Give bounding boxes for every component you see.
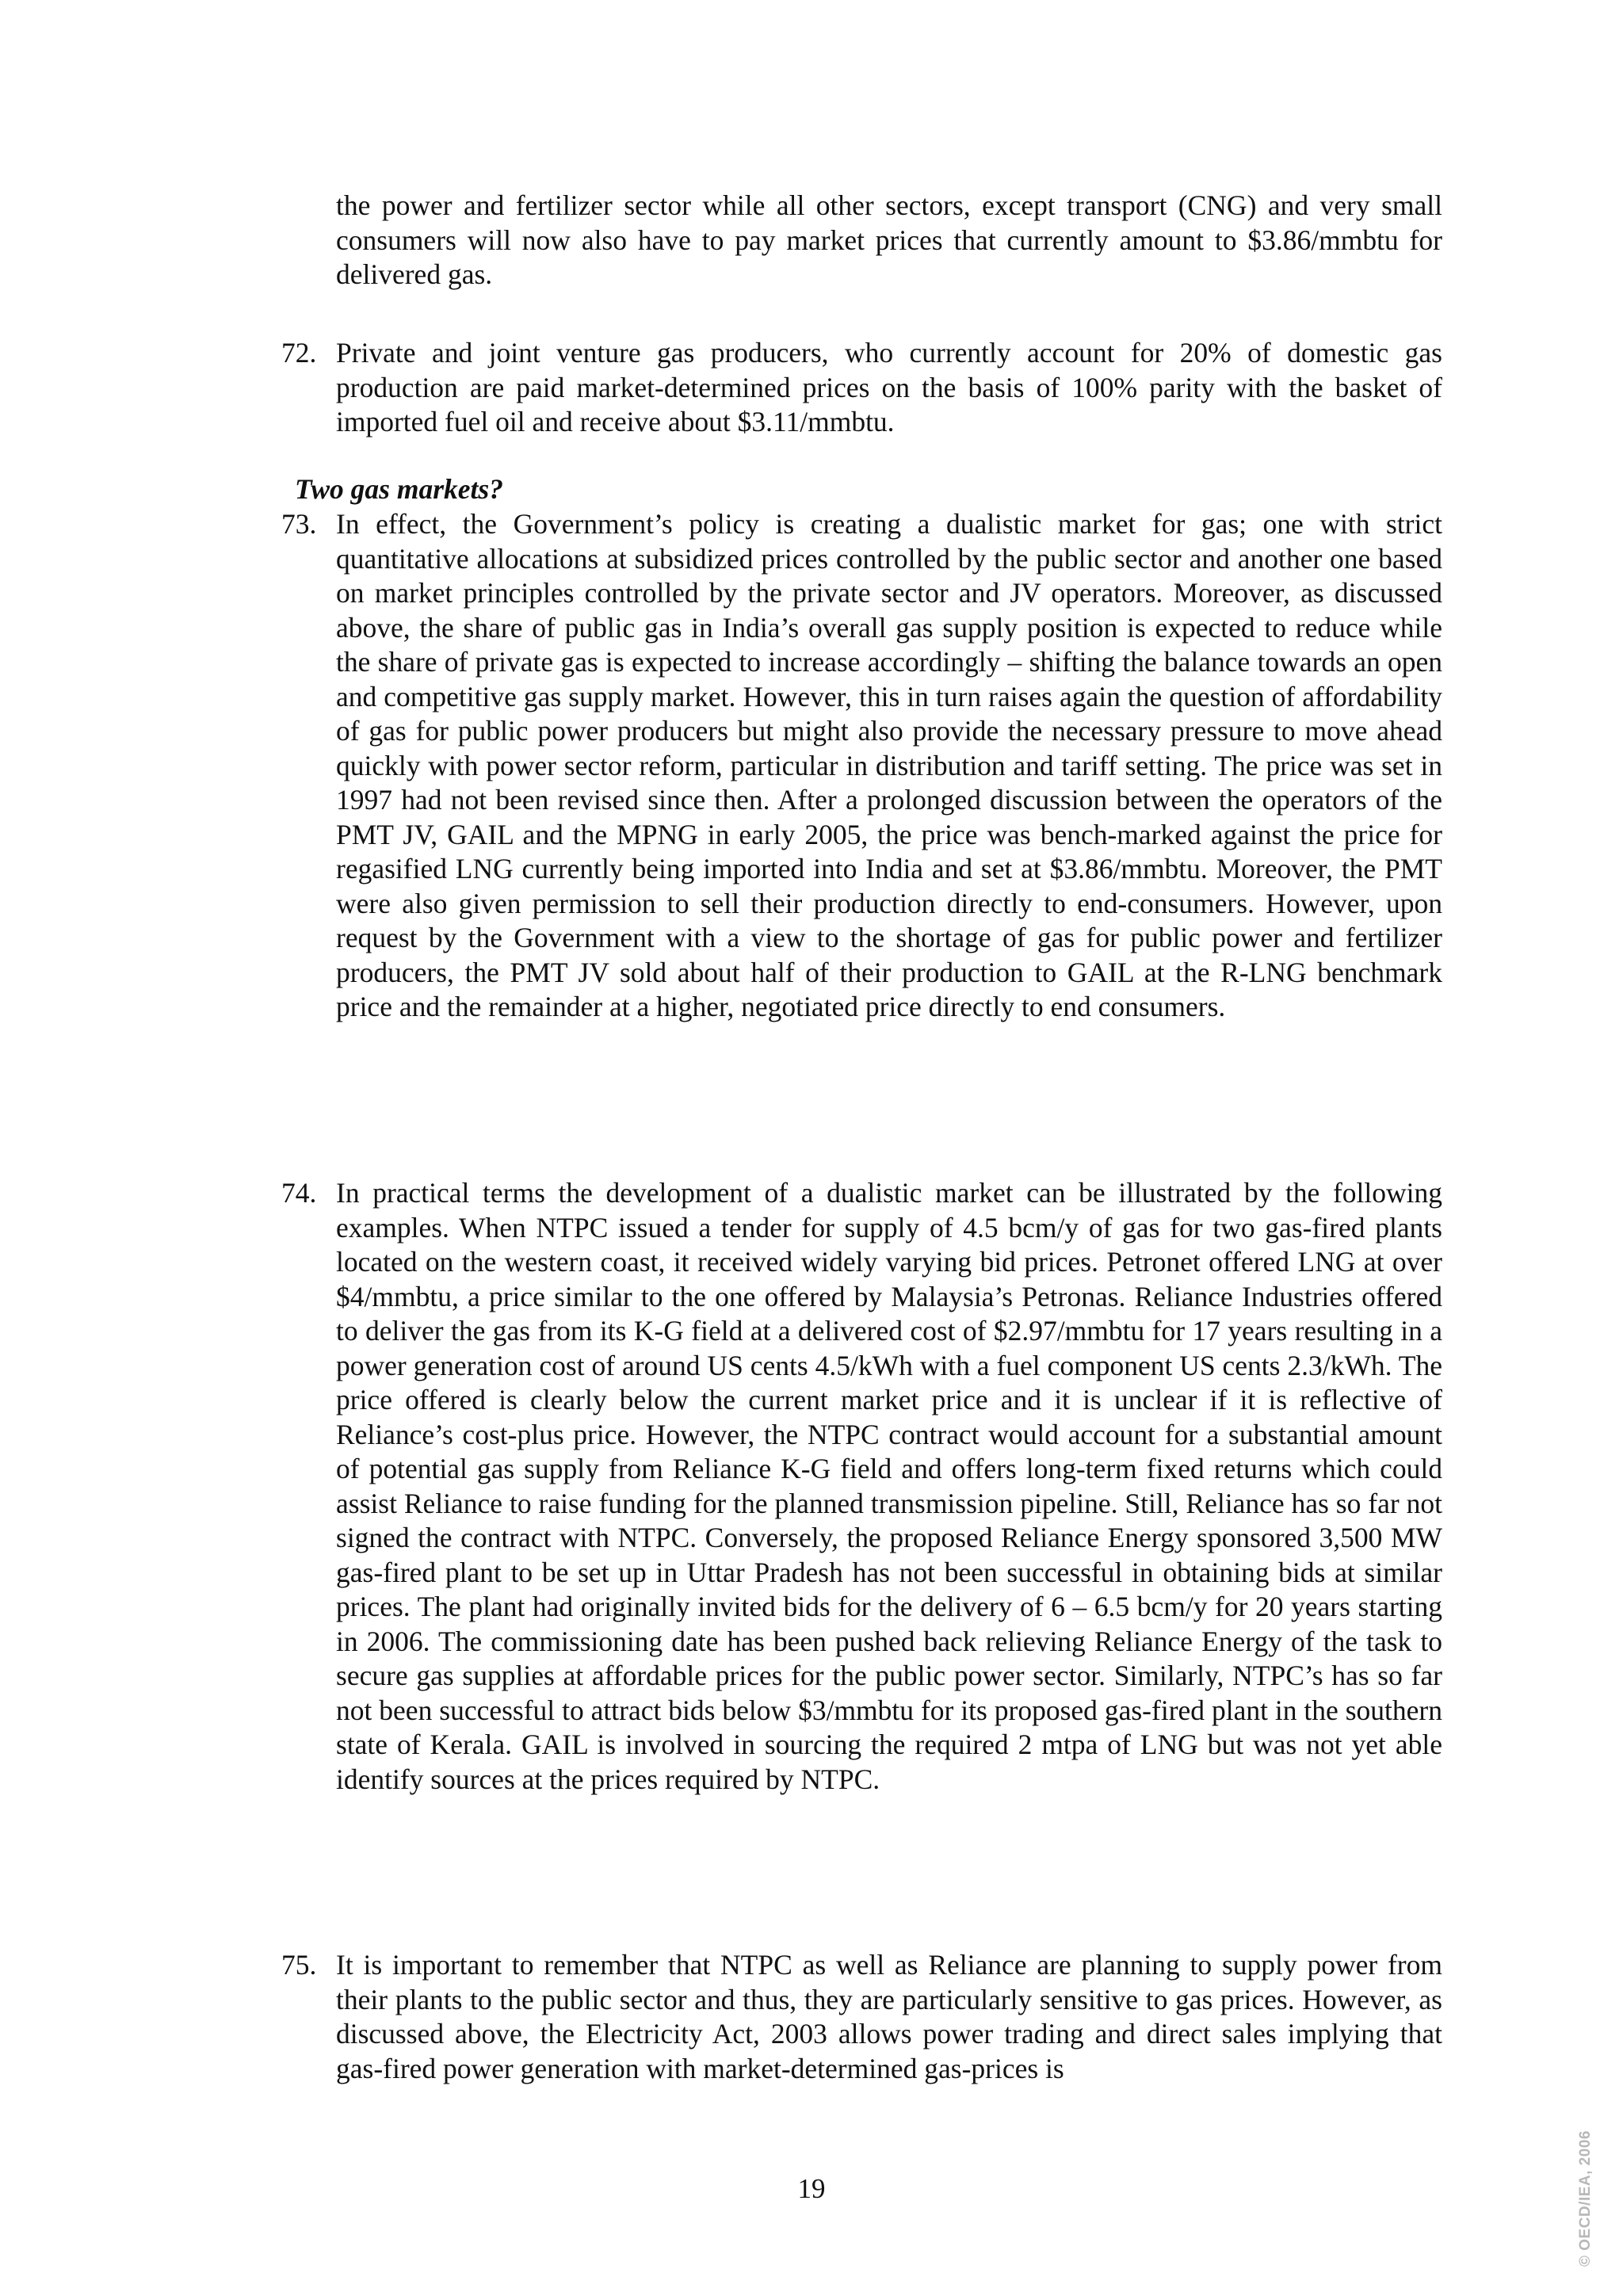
paragraph-text: Private and joint venture gas producers, who currently account for 20% of domestic gas production are paid market-determined prices on the basis of 100% parity with the basket of imported fuel oil and receive about $3.11/mmbtu. [336, 337, 1442, 437]
paragraph-72 [281, 336, 1442, 440]
paragraph-number: 72. [281, 337, 317, 369]
continuation-paragraph: the power and fertilizer sector while all other sectors, except transport (CNG) and very small consumers will now also have to pay market prices that currently amount to $3.86/mmbtu for delivered gas. [336, 189, 1442, 290]
paragraph-number: 75. [281, 1949, 317, 1981]
paragraph-number: 73. [281, 508, 317, 540]
paragraph-number: 74. [281, 1177, 317, 1209]
paragraph-text: In effect, the Government’s policy is creating a dualistic market for gas; one with strict quantitative allocations at subsidized prices controlled by the public sector and another one based on market principles controlled by the private sector and JV operators. Moreover, as discussed above, the share of public gas in India’s overall gas supply position is expected to reduce while the share of private gas is expected to increase accordingly – shifting the balance towards an open and competitive gas supply market. However, this in turn raises again the question of affordability of gas for public power producers but might also provide the necessary pressure to move ahead quickly with power sector reform, particular in distribution and tariff setting. The price was set in 1997 had not been revised since then. After a prolonged discussion between the operators of the PMT JV, GAIL and the MPNG in early 2005, the price was bench-marked against the price for regasified LNG currently being imported into India and set at $3.86/mmbtu. Moreover, the PMT were also given permission to sell their production directly to end-consumers. However, upon request by the Government with a view to the shortage of gas for public power and fertilizer producers, the PMT JV sold about half of their production to GAIL at the R-LNG benchmark price and the remainder at a higher, negotiated price directly to end consumers. [336, 508, 1442, 1022]
paragraph-75 [281, 1948, 1442, 2086]
paragraph-text: It is important to remember that NTPC as well as Reliance are planning to supply power from their plants to the public sector and thus, they are particularly sensitive to gas prices. However, as discussed above, the Electricity Act, 2003 allows power trading and direct sales implying that gas-fired power generation with market-determined gas-prices is [336, 1949, 1442, 2084]
page-number: 19 [797, 2173, 826, 2204]
paragraph-73 [281, 507, 1442, 1025]
copyright-watermark: © OECD/IEA, 2006 [1577, 2130, 1594, 2267]
paragraph-text: In practical terms the development of a dualistic market can be illustrated by the following examples. When NTPC issued a tender for supply of 4.5 bcm/y of gas for two gas-fired plants located on the western coast, it received widely varying bid prices. Petronet offered LNG at over $4/mmbtu, a price similar to the one offered by Malaysia’s Petronas. Reliance Industries offered to deliver the gas from its K-G field at a delivered cost of $2.97/mmbtu for 17 years resulting in a power generation cost of around US cents 4.5/kWh with a fuel component US cents 2.3/kWh. The price offered is clearly below the current market price and it is unclear if it is reflective of Reliance’s cost-plus price. However, the NTPC contract would account for a substantial amount of potential gas supply from Reliance K-G field and offers long-term fixed returns which could assist Reliance to raise funding for the planned transmission pipeline. Still, Reliance has so far not signed the contract with NTPC. Conversely, the proposed Reliance Energy sponsored 3,500 MW gas-fired plant to be set up in Uttar Pradesh has not been successful in obtaining bids at similar prices. The plant had originally invited bids for the delivery of 6 – 6.5 bcm/y for 20 years starting in 2006. The commissioning date has been pushed back relieving Reliance Energy of the task to secure gas supplies at affordable prices for the public power sector. Similarly, NTPC’s has so far not been successful to attract bids below $3/mmbtu for its proposed gas-fired plant in the southern state of Kerala. GAIL is involved in sourcing the required 2 mtpa of LNG but was not yet able identify sources at the prices required by NTPC. [336, 1177, 1442, 1795]
section-heading: Two gas markets? [295, 473, 503, 505]
paragraph-74 [281, 1176, 1442, 1797]
